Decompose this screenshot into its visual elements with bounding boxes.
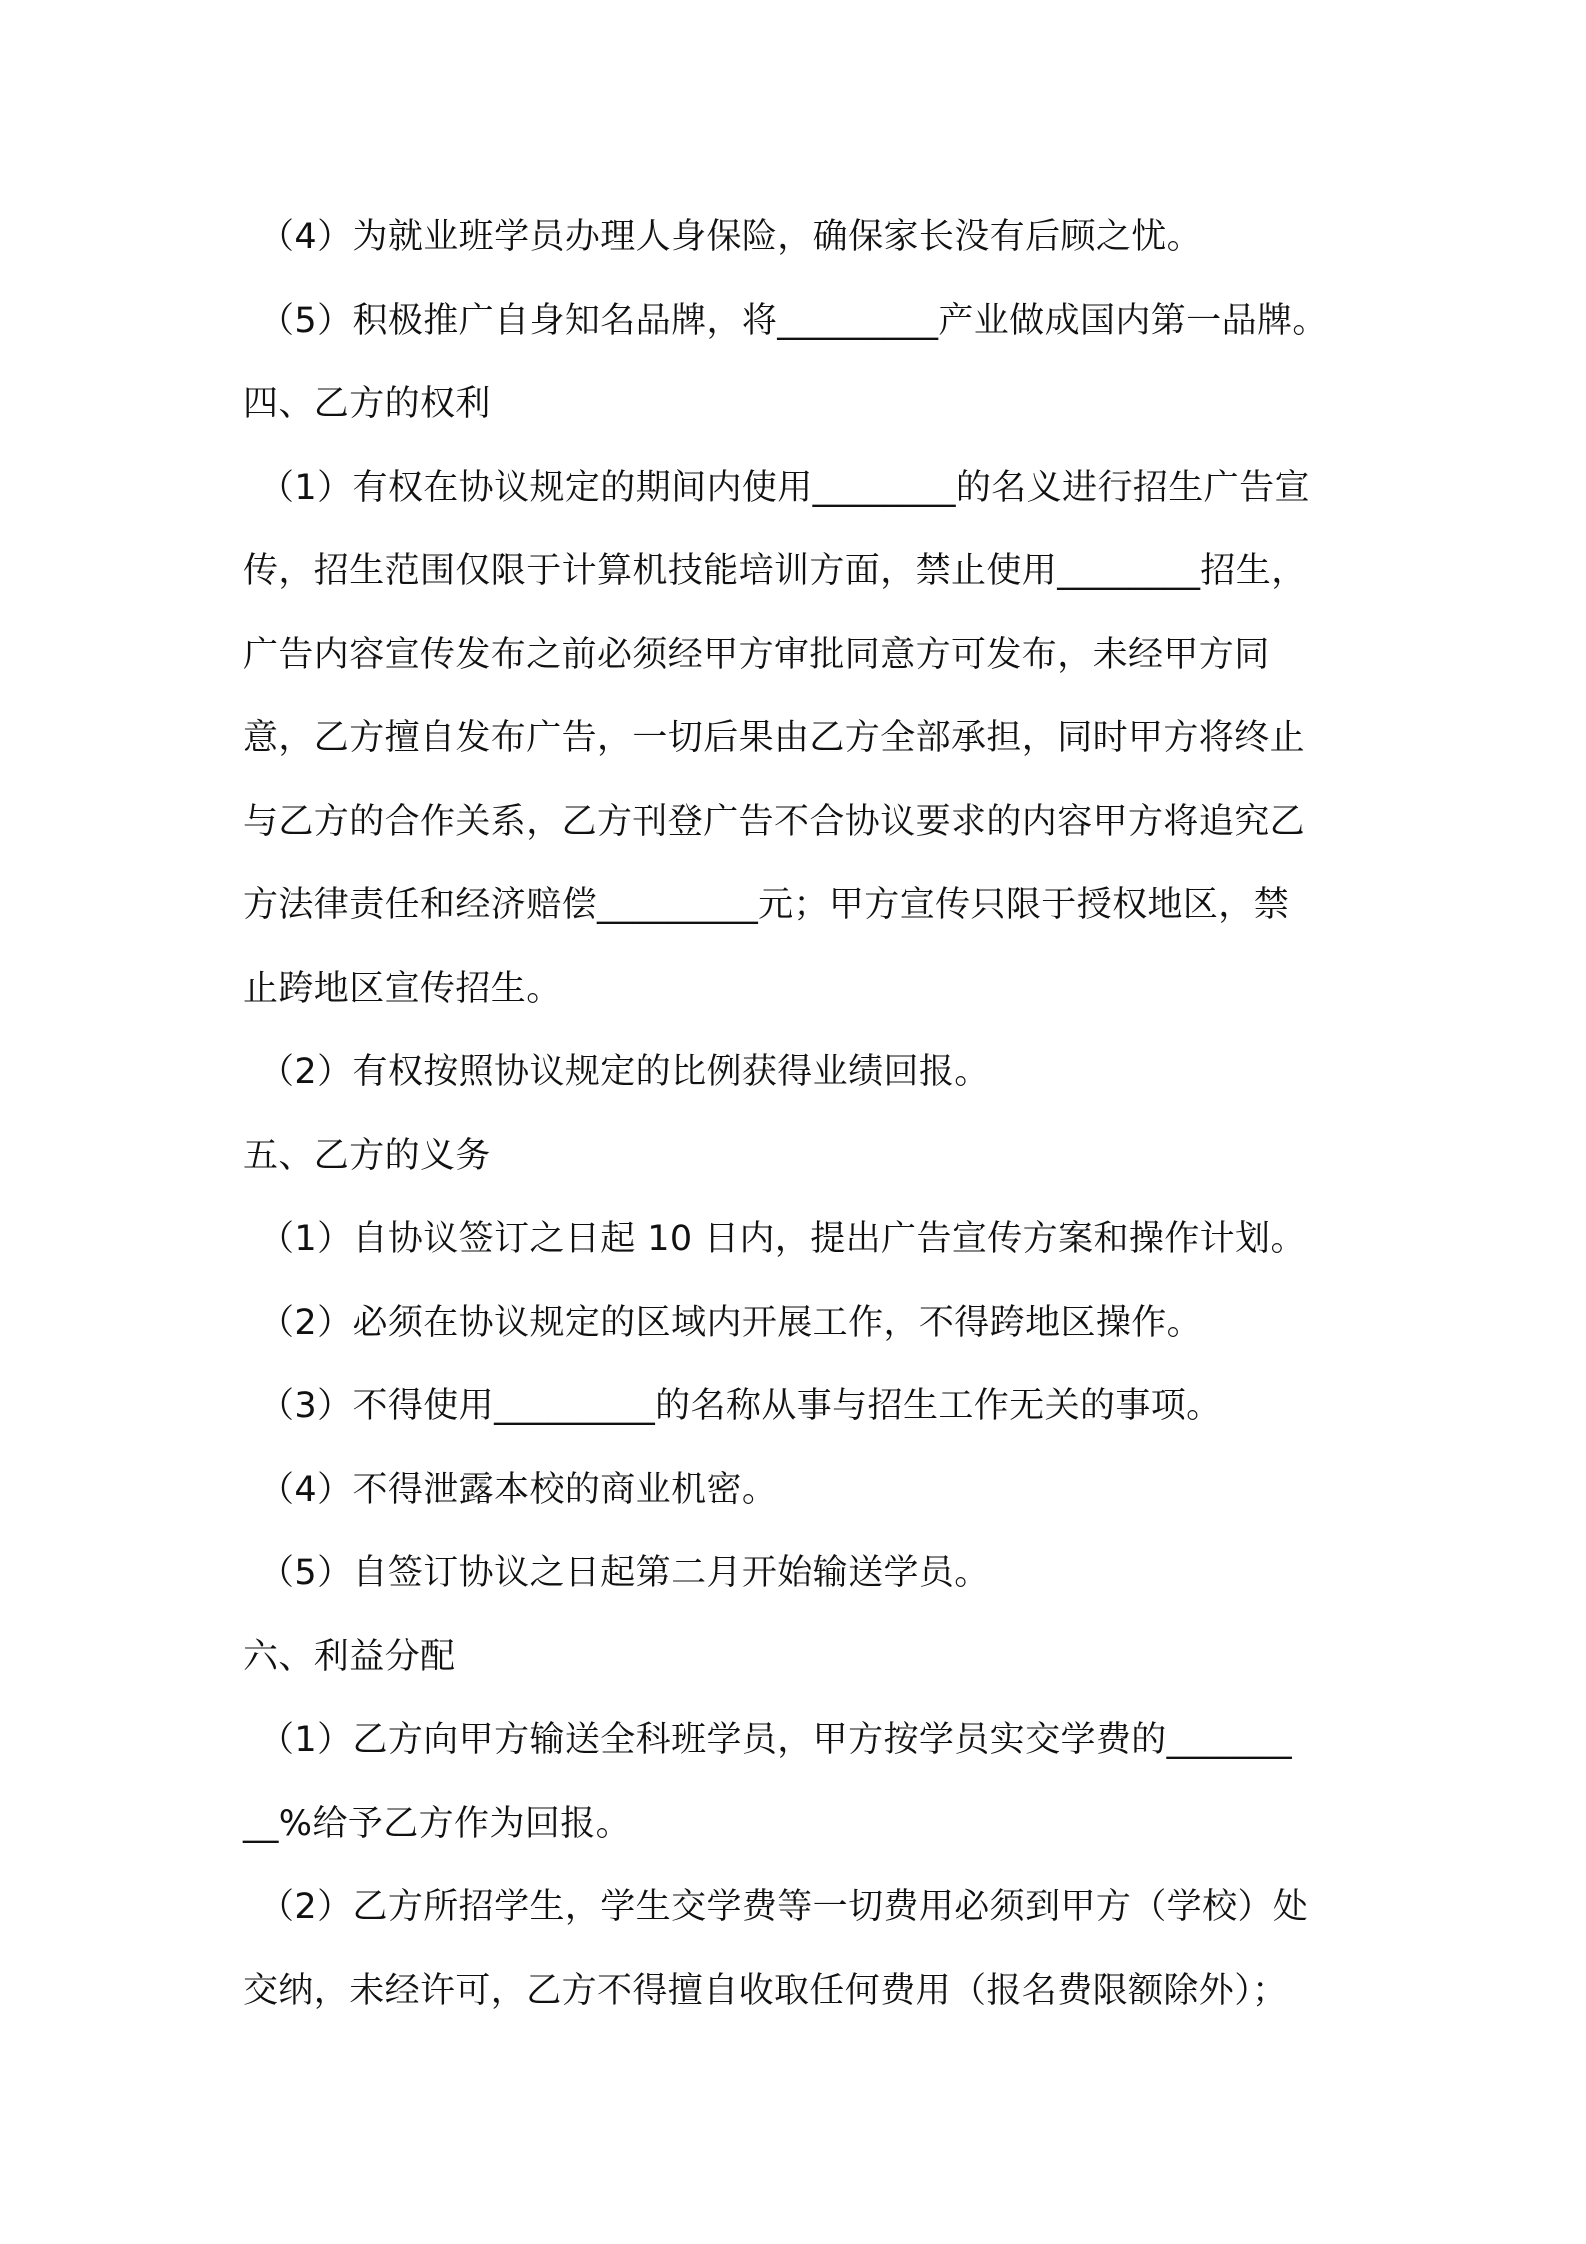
clause-6-1-line-2: __%给予乙方作为回报。 [243,1803,632,1844]
section-heading-6: 六、利益分配 [243,1636,456,1677]
clause-5-5: （5）自签订协议之日起第二月开始输送学员。 [259,1553,990,1593]
clause-4-1-line-2: 传，招生范围仅限于计算机技能培训方面，禁止使用________招生， [243,551,1307,591]
clause-4-2: （2）有权按照协议规定的比例获得业绩回报。 [259,1052,990,1092]
clause-4-1-line-3: 广告内容宣传发布之前必须经甲方审批同意方可发布，未经甲方同 [243,634,1270,675]
document-body [243,196,1358,2033]
clause-4-1-line-5: 与乙方的合作关系，乙方刊登广告不合协议要求的内容甲方将追究乙 [243,801,1306,842]
clause-5-4: （4）不得泄露本校的商业机密。 [259,1469,778,1510]
clause-5-2: （2）必须在协议规定的区域内开展工作，不得跨地区操作。 [259,1302,1203,1343]
clause-5-3: （3）不得使用_________的名称从事与招生工作无关的事项。 [259,1386,1222,1426]
section-heading-5: 五、乙方的义务 [243,1135,491,1176]
clause-4-1-line-1: （1）有权在协议规定的期间内使用________的名义进行招生广告宣 [259,467,1310,508]
clause-4-1-line-4: 意，乙方擅自发布广告，一切后果由乙方全部承担，同时甲方将终止 [243,718,1306,758]
clause-3-5: （5）积极推广自身知名品牌，将_________产业做成国内第一品牌。 [259,300,1328,341]
clause-4-1-line-6: 方法律责任和经济赔偿_________元；甲方宣传只限于授权地区，禁 [243,885,1290,925]
clause-5-1: （1）自协议签订之日起 10 日内，提出广告宣传方案和操作计划。 [259,1219,1306,1259]
clause-4-1-line-7: 止跨地区宣传招生。 [243,968,562,1009]
clause-6-2-line-1: （2）乙方所招学生，学生交学费等一切费用必须到甲方（学校）处 [259,1887,1309,1927]
clause-3-4: （4）为就业班学员办理人身保险，确保家长没有后顾之忧。 [259,217,1203,257]
clause-6-2-line-2: 交纳，未经许可，乙方不得擅自收取任何费用（报名费限额除外）； [243,1970,1288,2011]
section-heading-4: 四、乙方的权利 [243,384,491,424]
clause-6-1-line-1: （1）乙方向甲方输送全科班学员，甲方按学员实交学费的_______ [259,1720,1292,1760]
